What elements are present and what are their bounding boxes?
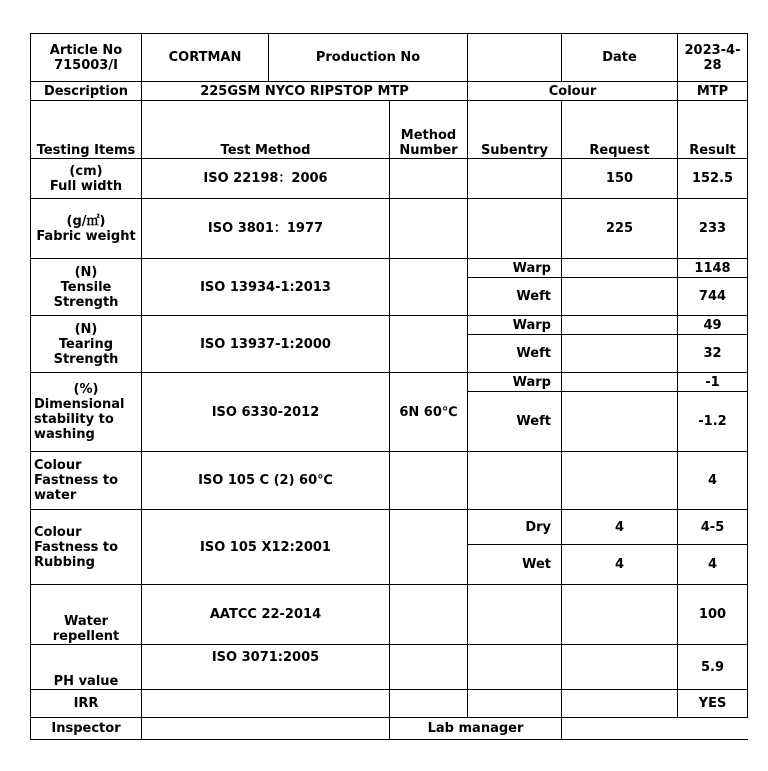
request-cell bbox=[562, 259, 678, 278]
subentry-cell: Weft bbox=[468, 392, 562, 452]
result-cell: 233 bbox=[678, 199, 748, 259]
result-cell: 4 bbox=[678, 545, 748, 585]
item-name: IRR bbox=[31, 690, 142, 718]
inspector-label: Inspector bbox=[31, 718, 142, 740]
table-row bbox=[31, 316, 748, 335]
subentry-cell bbox=[468, 585, 562, 645]
request-cell bbox=[562, 585, 678, 645]
item-name: Tensile Strength bbox=[53, 279, 119, 310]
item-name: PH value bbox=[31, 645, 142, 690]
footer-row bbox=[31, 718, 748, 740]
method-cell: ISO 22198：2006 bbox=[142, 159, 390, 199]
item-name: Colour Fastness to water bbox=[31, 452, 142, 510]
subentry-cell: Warp bbox=[468, 373, 562, 392]
item-cell bbox=[31, 199, 142, 259]
production-no-label: Production No bbox=[269, 34, 468, 82]
table-row bbox=[31, 645, 748, 690]
method-cell: ISO 105 C (2) 60℃ bbox=[142, 452, 390, 510]
subentry-cell: Weft bbox=[468, 335, 562, 373]
result-cell: 4-5 bbox=[678, 510, 748, 545]
request-cell: 150 bbox=[562, 159, 678, 199]
result-cell: 100 bbox=[678, 585, 748, 645]
item-name: Dimensional stability to washing bbox=[34, 397, 125, 442]
result-cell: 5.9 bbox=[678, 645, 748, 690]
subentry-cell bbox=[468, 199, 562, 259]
request-cell bbox=[562, 373, 678, 392]
subentry-cell: Warp bbox=[468, 316, 562, 335]
col-result: Result bbox=[678, 101, 748, 159]
col-request: Request bbox=[562, 101, 678, 159]
item-name: Colour Fastness to Rubbing bbox=[31, 510, 142, 585]
subentry-cell bbox=[468, 159, 562, 199]
subentry-cell bbox=[468, 645, 562, 690]
table-row bbox=[31, 259, 748, 278]
item-name: Water repellent bbox=[31, 585, 142, 645]
request-cell: 225 bbox=[562, 199, 678, 259]
table-row bbox=[31, 452, 748, 510]
subentry-cell: Warp bbox=[468, 259, 562, 278]
request-cell: 4 bbox=[562, 510, 678, 545]
colour-label: Colour bbox=[468, 82, 678, 101]
date-value: 2023-4-28 bbox=[678, 34, 748, 82]
request-cell bbox=[562, 278, 678, 316]
request-cell bbox=[562, 645, 678, 690]
number-cell bbox=[390, 510, 468, 585]
item-unit: (%) bbox=[73, 382, 99, 397]
request-cell bbox=[562, 392, 678, 452]
subentry-cell: Weft bbox=[468, 278, 562, 316]
number-cell bbox=[390, 645, 468, 690]
result-cell: 49 bbox=[678, 316, 748, 335]
request-cell bbox=[562, 335, 678, 373]
article-no-label: Article No 715003/I bbox=[31, 34, 142, 82]
number-cell: 6N 60℃ bbox=[390, 373, 468, 452]
inspector-value bbox=[142, 718, 390, 740]
date-label: Date bbox=[562, 34, 678, 82]
subentry-cell: Wet bbox=[468, 545, 562, 585]
col-subentry: Subentry bbox=[468, 101, 562, 159]
description-value: 225GSM NYCO RIPSTOP MTP bbox=[142, 82, 468, 101]
test-report-table bbox=[30, 33, 748, 740]
result-cell: 4 bbox=[678, 452, 748, 510]
item-cell bbox=[31, 316, 142, 373]
lab-manager-label: Lab manager bbox=[390, 718, 562, 740]
subentry-cell bbox=[468, 690, 562, 718]
brand-name: CORTMAN bbox=[142, 34, 269, 82]
item-unit: (cm) bbox=[69, 163, 103, 179]
item-name: Full width bbox=[49, 178, 123, 194]
result-cell: -1.2 bbox=[678, 392, 748, 452]
method-cell: ISO 105 X12:2001 bbox=[142, 510, 390, 585]
item-name: Fabric weight bbox=[36, 228, 136, 244]
number-cell bbox=[390, 585, 468, 645]
result-cell: 32 bbox=[678, 335, 748, 373]
number-cell bbox=[390, 259, 468, 316]
table-row bbox=[31, 585, 748, 645]
table-row bbox=[31, 199, 748, 259]
request-cell: 4 bbox=[562, 545, 678, 585]
item-name: Tearing Strength bbox=[53, 336, 119, 367]
col-testing-items: Testing Items bbox=[31, 101, 142, 159]
number-cell bbox=[390, 199, 468, 259]
result-cell: 152.5 bbox=[678, 159, 748, 199]
method-cell: ISO 13934-1:2013 bbox=[142, 259, 390, 316]
table-row bbox=[31, 159, 748, 199]
item-unit: (N) bbox=[74, 321, 98, 337]
method-cell: ISO 3801：1977 bbox=[142, 199, 390, 259]
method-cell: ISO 6330-2012 bbox=[142, 373, 390, 452]
item-cell bbox=[31, 159, 142, 199]
table-row bbox=[31, 373, 748, 392]
item-unit: (N) bbox=[74, 264, 98, 280]
number-cell bbox=[390, 690, 468, 718]
colour-value: MTP bbox=[678, 82, 748, 101]
request-cell bbox=[562, 452, 678, 510]
result-cell: YES bbox=[678, 690, 748, 718]
method-cell: ISO 13937-1:2000 bbox=[142, 316, 390, 373]
number-cell bbox=[390, 316, 468, 373]
item-cell bbox=[31, 259, 142, 316]
table-row bbox=[31, 510, 748, 545]
method-cell bbox=[142, 690, 390, 718]
request-cell bbox=[562, 690, 678, 718]
result-cell: 744 bbox=[678, 278, 748, 316]
item-unit: (g/㎡) bbox=[66, 213, 106, 229]
col-test-method: Test Method bbox=[142, 101, 390, 159]
method-cell: AATCC 22-2014 bbox=[142, 585, 390, 645]
result-cell: 1148 bbox=[678, 259, 748, 278]
request-cell bbox=[562, 316, 678, 335]
subentry-cell: Dry bbox=[468, 510, 562, 545]
item-cell bbox=[31, 373, 142, 452]
description-label: Description bbox=[31, 82, 142, 101]
col-method-number: Method Number bbox=[390, 101, 468, 159]
lab-manager-value bbox=[562, 718, 748, 740]
production-no-value bbox=[468, 34, 562, 82]
table-row bbox=[31, 690, 748, 718]
number-cell bbox=[390, 159, 468, 199]
method-cell: ISO 3071:2005 bbox=[142, 645, 390, 690]
number-cell bbox=[390, 452, 468, 510]
result-cell: -1 bbox=[678, 373, 748, 392]
subentry-cell bbox=[468, 452, 562, 510]
